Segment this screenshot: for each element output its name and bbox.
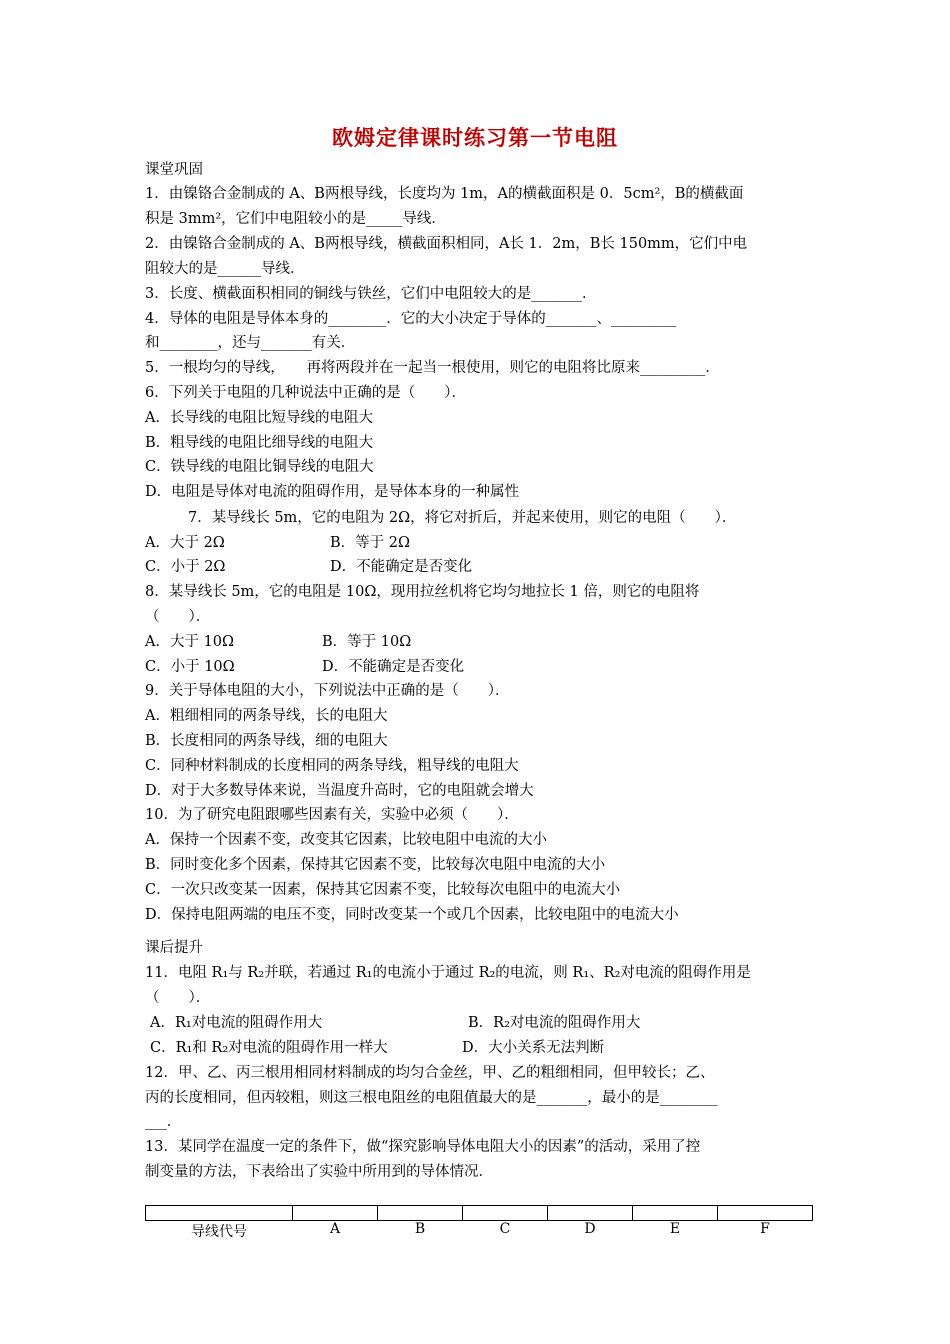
lines-line: 3．长度、横截面积相同的铜线与铁丝，它们中电阻较大的是_______．	[145, 286, 597, 302]
conductor-table	[145, 1205, 813, 1247]
lines2-line: D．保持电阻两端的电压不变，同时改变某一个或几个因素，比较电阻中的电流大小	[145, 907, 679, 923]
lines2-line: 9．关于导体电阻的大小，下列说法中正确的是（ ）．	[145, 683, 510, 699]
lines2-line: D．对于大多数导体来说，当温度升高时，它的电阻就会增大	[145, 783, 534, 799]
lines-line: 积是 3mm²，它们中电阻较小的是_____导线．	[145, 211, 446, 227]
lines-line: D．电阻是导体对电流的阻碍作用，是导体本身的一种属性	[145, 484, 520, 500]
q11-option-b: B．R₂对电流的阻碍作用大	[468, 1015, 641, 1031]
lines-line: B．粗导线的电阻比细导线的电阻大	[145, 435, 374, 451]
table-col-c: C	[499, 1221, 511, 1237]
q7-option-a: A．大于 2Ω	[145, 535, 225, 551]
lines3-line: 12．甲、乙、丙三根用相同材料制成的均匀合金丝，甲、乙的粗细相同，但甲较长；乙、	[145, 1065, 715, 1081]
lines-line: 阻较大的是______导线．	[145, 261, 305, 277]
q11-option-c: C．R₁和 R₂对电流的阻碍作用一样大	[150, 1040, 388, 1056]
table-cell	[548, 1206, 633, 1221]
lines-line: 5．一根均匀的导线， 再将两段并在一起当一根使用，则它的电阻将比原来_________．	[145, 360, 720, 376]
lines2-line: 10．为了研究电阻跟哪些因素有关，实验中必须（ ）．	[145, 807, 519, 823]
page-title: 欧姆定律课时练习第一节电阻	[332, 126, 618, 150]
table-cell	[718, 1206, 813, 1221]
lines-line: 课堂巩固	[145, 162, 203, 178]
q8-option-c: C．小于 10Ω	[145, 659, 235, 675]
lines-line: C．铁导线的电阻比铜导线的电阻大	[145, 459, 374, 475]
table-cell	[633, 1206, 718, 1221]
lines-line: A．长导线的电阻比短导线的电阻大	[145, 410, 373, 426]
lines2-line: 课后提升	[145, 940, 203, 956]
lines-line: 2．由镍铬合金制成的 A、B两根导线，横截面积相同，A长 1．2m，B长 150mm，它们中电	[145, 236, 748, 252]
q8-option-b: B．等于 10Ω	[322, 634, 412, 650]
lines3-line: 13．某同学在温度一定的条件下，做“探究影响导体电阻大小的因素”的活动，采用了控	[145, 1139, 701, 1155]
lines2-line: A．保持一个因素不变，改变其它因素，比较电阻中电流的大小	[145, 832, 547, 848]
table-cell	[378, 1206, 463, 1221]
q11-option-d: D．大小关系无法判断	[462, 1040, 605, 1056]
table-col-f: F	[760, 1221, 770, 1237]
q8-option-d: D．不能确定是否变化	[322, 659, 465, 675]
lines2-line: 11．电阻 R₁与 R₂并联，若通过 R₁的电流小于通过 R₂的电流，则 R₁、R₂对电流的阻碍作用是	[145, 965, 751, 981]
q7-option-b: B．等于 2Ω	[330, 535, 411, 551]
table-col-d: D	[584, 1221, 596, 1237]
lines3-line: 制变量的方法，下表给出了实验中所用到的导体情况．	[145, 1164, 493, 1180]
question-7: 7．某导线长 5m，它的电阻为 2Ω，将它对折后，并起来使用，则它的电阻（ ）．	[188, 510, 737, 526]
q8-option-a: A．大于 10Ω	[145, 634, 235, 650]
table-cell	[146, 1206, 293, 1221]
table-col-b: B	[414, 1221, 426, 1237]
question-8-cont: （ ）．	[145, 609, 211, 625]
table-col-a: A	[329, 1221, 341, 1237]
table-cell	[293, 1206, 378, 1221]
q7-option-d: D．不能确定是否变化	[330, 559, 473, 575]
q7-option-c: C．小于 2Ω	[145, 559, 226, 575]
table-header-label: 导线代号	[191, 1224, 247, 1240]
lines2-line: B．同时变化多个因素，保持其它因素不变，比较每次电阻中电流的大小	[145, 857, 606, 873]
table-cell	[463, 1206, 548, 1221]
question-8: 8．某导线长 5m，它的电阻是 10Ω，现用拉丝机将它均匀地拉长 1 倍，则它的电阻将	[145, 584, 700, 600]
lines3-line: 丙的长度相同，但丙较粗，则这三根电阻丝的电阻值最大的是_______，最小的是________	[145, 1090, 718, 1106]
lines2-line: C．同种材料制成的长度相同的两条导线，粗导线的电阻大	[145, 758, 519, 774]
lines-line: 和________，还与_______有关．	[145, 335, 356, 351]
lines2-line: （ ）．	[145, 990, 211, 1006]
q11-option-a: A．R₁对电流的阻碍作用大	[150, 1015, 323, 1031]
lines-line: 1．由镍铬合金制成的 A、B两根导线，长度均为 1m，A的横截面积是 0．5cm²，B的横截面	[145, 186, 744, 202]
lines-line: 6．下列关于电阻的几种说法中正确的是（ ）．	[145, 385, 466, 401]
lines3-line: ___．	[145, 1114, 182, 1130]
table-col-e: E	[669, 1221, 681, 1237]
lines2-line: C．一次只改变某一因素，保持其它因素不变，比较每次电阻中的电流大小	[145, 882, 621, 898]
lines-line: 4．导体的电阻是导体本身的________．它的大小决定于导体的_______、_________	[145, 311, 677, 327]
lines2-line: A．粗细相同的两条导线，长的电阻大	[145, 708, 388, 724]
lines2-line: B．长度相同的两条导线，细的电阻大	[145, 733, 388, 749]
